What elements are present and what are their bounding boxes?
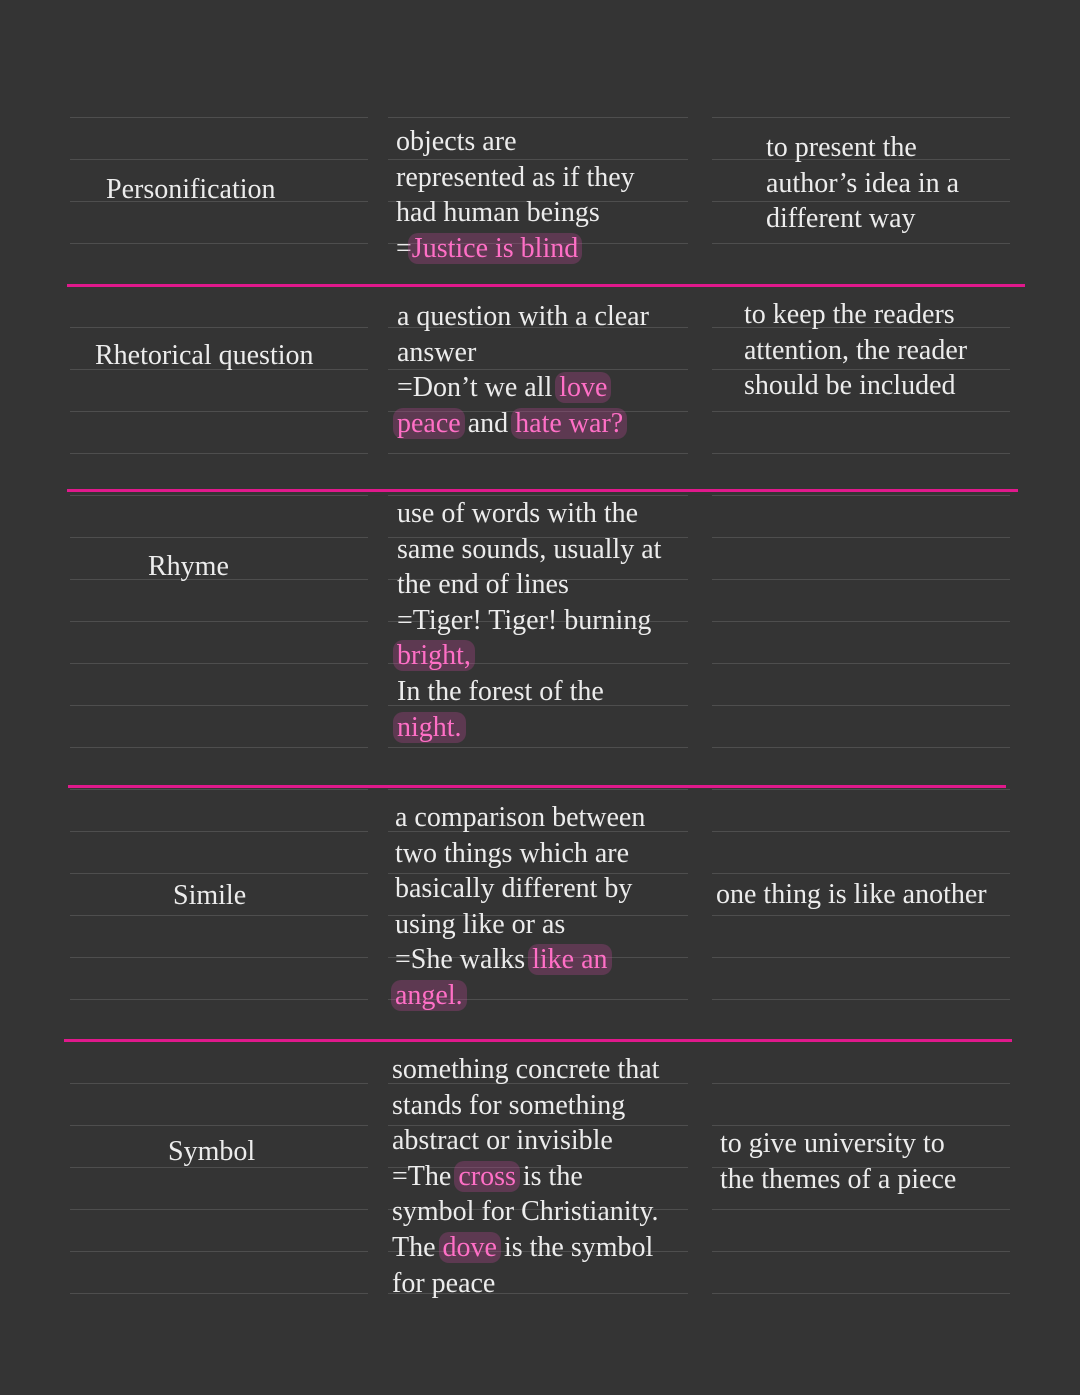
highlighted-text: hate war? (511, 408, 627, 439)
definition-line (397, 496, 661, 532)
definition-line (395, 836, 645, 872)
effect-line (766, 130, 959, 166)
ruled-line (712, 579, 1010, 580)
term-rhyme: Rhyme (148, 551, 229, 582)
effect-line (720, 1126, 956, 1162)
text-segment: objects are (396, 126, 517, 157)
definition-line (396, 160, 635, 196)
text-segment: represented as if they (396, 161, 635, 193)
ruled-line (712, 663, 1010, 664)
text-segment: abstract or invisible (392, 1125, 613, 1157)
text-segment: attention, the reader (744, 334, 968, 366)
text-segment: should be included (744, 370, 956, 402)
term-simile: Simile (173, 880, 247, 911)
ruled-line (70, 159, 368, 160)
effect-symbol (720, 1126, 956, 1197)
text-segment: the end of lines (397, 569, 569, 601)
definition-line (396, 195, 635, 231)
ruled-line (70, 831, 368, 832)
ruled-line (712, 117, 1010, 118)
definition-simile (395, 800, 645, 1014)
effect-line (766, 201, 959, 237)
definition-line (392, 1194, 659, 1230)
highlighted-text: Justice is blind (408, 233, 582, 264)
term-rhetorical-question: Rhetorical question (95, 340, 314, 371)
ruled-line (70, 1209, 368, 1210)
definition-symbol (392, 1052, 659, 1301)
ruled-line (388, 747, 688, 748)
definition-line (397, 674, 661, 710)
ruled-line (70, 663, 368, 664)
definition-line (397, 299, 649, 335)
effect-line (716, 877, 987, 913)
text-segment: two things which are (395, 837, 630, 869)
definition-line (395, 800, 645, 836)
ruled-line (70, 411, 368, 412)
ruled-line (70, 495, 368, 496)
text-segment: a question with a clear (397, 301, 649, 332)
definition-line (397, 406, 649, 442)
text-segment: is the (515, 1160, 583, 1192)
text-segment: author’s idea in a (766, 167, 960, 199)
ruled-line (712, 537, 1010, 538)
highlighted-text: love (555, 372, 611, 403)
text-segment: the themes of a piece (720, 1163, 957, 1195)
ruled-line (712, 957, 1010, 958)
text-segment: =The (392, 1160, 459, 1192)
ruled-line (712, 873, 1010, 874)
text-segment: for peace (392, 1267, 496, 1299)
ruled-line (70, 537, 368, 538)
effect-line (744, 297, 967, 333)
text-segment: had human beings (396, 197, 600, 229)
definition-line (396, 124, 635, 160)
row-divider (68, 785, 1006, 788)
row-divider (67, 284, 1025, 287)
ruled-line (712, 1083, 1010, 1084)
ruled-line (712, 495, 1010, 496)
definition-rhetorical-question (397, 299, 649, 441)
text-segment: The (392, 1231, 443, 1263)
term-personification: Personification (106, 174, 276, 205)
ruled-line (70, 747, 368, 748)
ruled-line (712, 411, 1010, 412)
definition-line (397, 710, 661, 746)
definition-line (397, 567, 661, 603)
ruled-line (70, 1083, 368, 1084)
text-segment: stands for something (392, 1089, 626, 1121)
ruled-line (70, 243, 368, 244)
definition-line (395, 907, 645, 943)
ruled-line (712, 453, 1010, 454)
text-segment: and (460, 407, 516, 439)
highlighted-text: dove (439, 1232, 501, 1263)
definition-line (392, 1159, 659, 1195)
text-segment: same sounds, usually at (397, 533, 662, 565)
highlighted-text: peace (393, 408, 465, 439)
ruled-line (70, 957, 368, 958)
highlighted-text: like an (528, 944, 611, 975)
effect-line (744, 368, 967, 404)
text-segment: one thing is like another (716, 879, 987, 910)
text-segment: =Don’t we all (397, 372, 560, 404)
row-divider (67, 489, 1018, 492)
definition-line (392, 1266, 659, 1302)
effect-rhetorical-question (744, 297, 967, 404)
ruled-line (70, 789, 368, 790)
ruled-line (70, 117, 368, 118)
ruled-line (70, 621, 368, 622)
ruled-line (388, 789, 688, 790)
text-segment: =Tiger! Tiger! burning (397, 604, 652, 636)
ruled-line (712, 999, 1010, 1000)
ruled-line (70, 327, 368, 328)
ruled-line (712, 789, 1010, 790)
ruled-line (70, 1251, 368, 1252)
text-segment: different way (766, 203, 916, 235)
definition-line (395, 942, 645, 978)
ruled-line (70, 453, 368, 454)
definition-line (392, 1088, 659, 1124)
text-segment: to present the (766, 132, 917, 163)
effect-line (720, 1162, 956, 1198)
ruled-line (388, 117, 688, 118)
text-segment: use of words with the (397, 498, 639, 529)
effect-line (766, 166, 959, 202)
term-symbol: Symbol (168, 1136, 256, 1167)
definition-line (392, 1052, 659, 1088)
definition-line (395, 871, 645, 907)
ruled-line (712, 747, 1010, 748)
ruled-line (70, 1125, 368, 1126)
definition-line (396, 231, 635, 267)
text-segment: = (396, 232, 412, 264)
definition-personification (396, 124, 635, 266)
ruled-line (712, 1209, 1010, 1210)
ruled-line (70, 915, 368, 916)
definition-line (395, 978, 645, 1014)
highlighted-text: bright, (393, 640, 475, 671)
ruled-line (712, 915, 1010, 916)
ruled-line (70, 1293, 368, 1294)
text-segment: In the forest of the (397, 675, 604, 707)
ruled-line (70, 705, 368, 706)
text-segment: a comparison between (395, 802, 646, 833)
definition-line (392, 1230, 659, 1266)
definition-line (397, 638, 661, 674)
ruled-line (712, 1251, 1010, 1252)
ruled-line (712, 243, 1010, 244)
text-segment: basically different by (395, 873, 633, 905)
effect-simile (716, 877, 987, 913)
definition-line (397, 370, 649, 406)
text-segment: is the symbol (496, 1231, 654, 1263)
ruled-line (712, 621, 1010, 622)
ruled-line (712, 705, 1010, 706)
text-segment: answer (397, 336, 477, 368)
highlighted-text: angel. (391, 980, 467, 1011)
text-segment: to keep the readers (744, 299, 955, 330)
text-segment: something concrete that (392, 1054, 660, 1085)
effect-personification (766, 130, 959, 237)
text-segment: to give university to (720, 1128, 945, 1159)
effect-line (744, 333, 967, 369)
highlighted-text: night. (393, 712, 466, 743)
text-segment: symbol for Christianity. (392, 1196, 659, 1228)
text-segment: =She walks (395, 944, 533, 976)
definition-line (392, 1123, 659, 1159)
row-divider (64, 1039, 1012, 1042)
ruled-line (388, 453, 688, 454)
definition-line (397, 603, 661, 639)
definition-rhyme (397, 496, 661, 745)
text-segment: using like or as (395, 908, 566, 940)
highlighted-text: cross (454, 1161, 520, 1192)
ruled-line (70, 873, 368, 874)
ruled-line (70, 999, 368, 1000)
definition-line (397, 532, 661, 568)
definition-line (397, 335, 649, 371)
ruled-line (712, 831, 1010, 832)
ruled-line (712, 1293, 1010, 1294)
